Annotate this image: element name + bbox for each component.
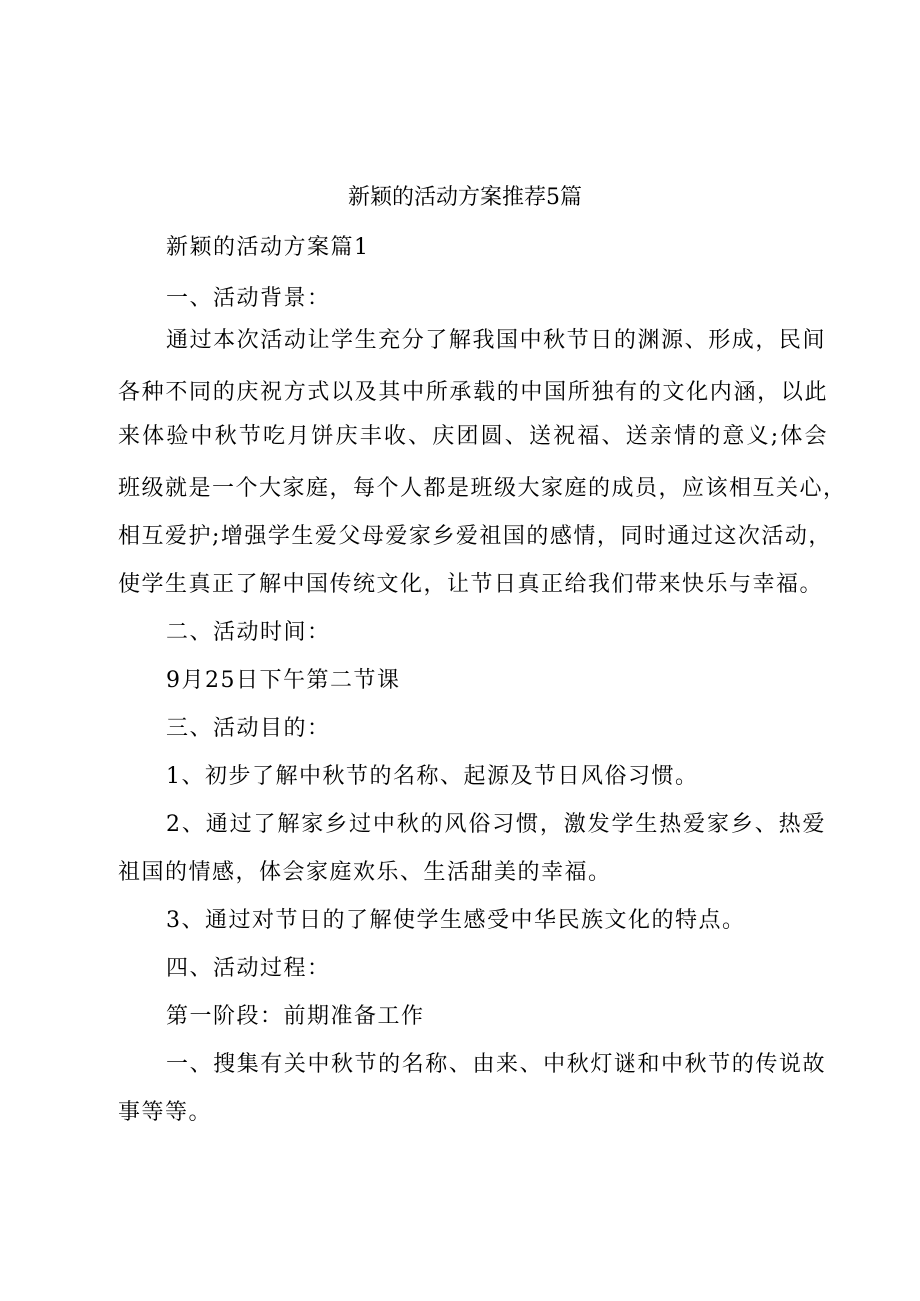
paragraph-line: 使学生真正了解中国传统文化，让节日真正给我们带来快乐与幸福。: [118, 572, 824, 597]
heading-background: 一、活动背景：: [166, 286, 331, 311]
heading-time: 二、活动时间：: [166, 620, 331, 645]
purpose-item-1: 1、初步了解中秋节的名称、起源及节日风俗习惯。: [166, 764, 699, 789]
stage-one-item-cont: 事等等。: [118, 1100, 213, 1125]
purpose-item-3: 3、通过对节日的了解使学生感受中华民族文化的特点。: [166, 908, 746, 933]
stage-one-heading: 第一阶段：前期准备工作: [166, 1004, 425, 1029]
purpose-item-2-cont: 祖国的情感，体会家庭欢乐、生活甜美的幸福。: [118, 860, 612, 885]
paragraph-line: 来体验中秋节吃月饼庆丰收、庆团圆、送祝福、送亲情的意义;体会: [118, 424, 828, 449]
activity-time: 9月25日下午第二节课: [166, 668, 401, 693]
paragraph-line: 相互爱护;增强学生爱父母爱家乡爱祖国的感情，同时通过这次活动，: [118, 524, 832, 549]
paragraph-line: 班级就是一个大家庭，每个人都是班级大家庭的成员，应该相互关心，: [118, 476, 847, 501]
document-title: 新颖的活动方案推荐5篇: [348, 185, 582, 210]
stage-one-item: 一、搜集有关中秋节的名称、由来、中秋灯谜和中秋节的传说故: [166, 1052, 826, 1077]
heading-process: 四、活动过程：: [166, 956, 331, 981]
purpose-item-2: 2、通过了解家乡过中秋的风俗习惯，激发学生热爱家乡、热爱: [166, 812, 826, 837]
section-heading-1: 新颖的活动方案篇1: [166, 235, 370, 260]
heading-purpose: 三、活动目的：: [166, 716, 331, 741]
paragraph-line: 通过本次活动让学生充分了解我国中秋节日的渊源、形成，民间: [166, 328, 826, 353]
paragraph-line: 各种不同的庆祝方式以及其中所承载的中国所独有的文化内涵，以此: [118, 380, 828, 405]
